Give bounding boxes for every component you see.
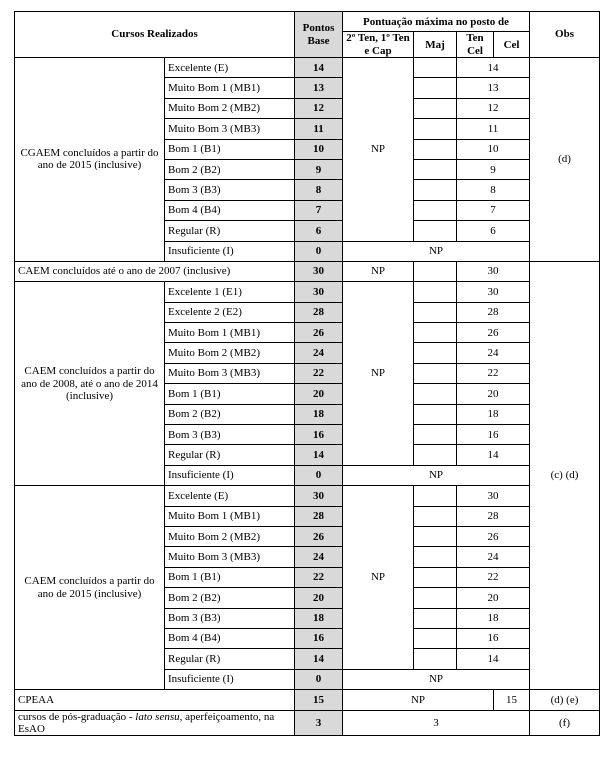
level-label: Muito Bom 2 (MB2)	[165, 343, 295, 363]
empty-maj	[414, 384, 457, 404]
course-name: CAEM concluídos a partir do ano de 2015 (inclusive)	[15, 486, 165, 690]
max-score: 9	[457, 159, 530, 179]
empty-maj	[414, 58, 457, 78]
table-row	[15, 710, 600, 736]
base-points: 0	[295, 241, 343, 261]
base-points: 16	[295, 628, 343, 648]
level-label: Insuficiente (I)	[165, 465, 295, 485]
posgrad-text-b: , aperfeiçoamento, na EsAO	[18, 710, 275, 735]
base-points: 11	[295, 119, 343, 139]
max-score: 24	[457, 547, 530, 567]
header-row	[15, 12, 600, 32]
table-row	[15, 690, 600, 710]
max-score: 28	[457, 302, 530, 322]
header-cursos: Cursos Realizados	[15, 12, 295, 58]
table-row	[15, 486, 600, 506]
empty-maj	[414, 363, 457, 383]
empty-maj	[414, 282, 457, 302]
table-row	[15, 261, 600, 281]
header-cel: Cel	[494, 32, 530, 58]
header-obs: Obs	[530, 12, 600, 58]
base-points: 13	[295, 78, 343, 98]
base-points: 7	[295, 200, 343, 220]
base-points: 16	[295, 425, 343, 445]
level-label: Excelente (E)	[165, 486, 295, 506]
base-points: 30	[295, 282, 343, 302]
level-label: Muito Bom 1 (MB1)	[165, 78, 295, 98]
base-points: 9	[295, 159, 343, 179]
table-row	[15, 58, 600, 78]
level-label: Insuficiente (I)	[165, 241, 295, 261]
base-points: 20	[295, 588, 343, 608]
level-label: Muito Bom 1 (MB1)	[165, 323, 295, 343]
level-label: Bom 1 (B1)	[165, 567, 295, 587]
empty-maj	[414, 486, 457, 506]
obs-cell: (d) (e)	[530, 690, 600, 710]
empty-maj	[414, 649, 457, 669]
empty-maj	[414, 506, 457, 526]
empty-maj	[414, 98, 457, 118]
obs-cell: (c) (d)	[530, 261, 600, 689]
base-points: 20	[295, 384, 343, 404]
base-points: 10	[295, 139, 343, 159]
base-points: 0	[295, 669, 343, 689]
max-score: 22	[457, 567, 530, 587]
level-label: Excelente 1 (E1)	[165, 282, 295, 302]
max-score: 20	[457, 384, 530, 404]
base-points: 24	[295, 343, 343, 363]
level-label: Muito Bom 3 (MB3)	[165, 363, 295, 383]
max-score: 28	[457, 506, 530, 526]
np-cell: NP	[343, 58, 414, 242]
header-pontos-base: Pontos Base	[295, 12, 343, 58]
level-label: Insuficiente (I)	[165, 669, 295, 689]
max-score: 10	[457, 139, 530, 159]
empty-maj	[414, 200, 457, 220]
base-points: 30	[295, 486, 343, 506]
base-points: 6	[295, 221, 343, 241]
level-label: Muito Bom 3 (MB3)	[165, 547, 295, 567]
max-score: 16	[457, 628, 530, 648]
empty-maj	[414, 343, 457, 363]
level-label: Regular (R)	[165, 445, 295, 465]
base-points: 8	[295, 180, 343, 200]
base-points: 22	[295, 363, 343, 383]
posgrad-text-italic: lato sensu	[135, 710, 180, 723]
empty-maj	[414, 425, 457, 445]
level-label: Bom 4 (B4)	[165, 200, 295, 220]
obs-cell: (d)	[530, 58, 600, 262]
max-score: 18	[457, 608, 530, 628]
np-cell: NP	[343, 690, 494, 710]
max-score: 18	[457, 404, 530, 424]
empty-maj	[414, 180, 457, 200]
empty-maj	[414, 261, 457, 281]
level-label: Muito Bom 2 (MB2)	[165, 527, 295, 547]
base-points: 14	[295, 649, 343, 669]
level-label: Regular (R)	[165, 649, 295, 669]
base-points: 26	[295, 527, 343, 547]
base-points: 12	[295, 98, 343, 118]
header-pontuacao: Pontuação máxima no posto de	[343, 12, 530, 32]
max-score: NP	[343, 241, 530, 261]
max-score: 6	[457, 221, 530, 241]
course-name: CAEM concluídos até o ano de 2007 (inclusive)	[15, 261, 295, 281]
empty-maj	[414, 628, 457, 648]
max-score: 7	[457, 200, 530, 220]
base-points: 24	[295, 547, 343, 567]
empty-maj	[414, 139, 457, 159]
level-label: Bom 3 (B3)	[165, 425, 295, 445]
level-label: Bom 2 (B2)	[165, 588, 295, 608]
max-score: 14	[457, 445, 530, 465]
empty-maj	[414, 547, 457, 567]
level-label: Muito Bom 3 (MB3)	[165, 119, 295, 139]
course-name: CPEAA	[15, 690, 295, 710]
max-score: 8	[457, 180, 530, 200]
max-score: 22	[457, 363, 530, 383]
base-points: 14	[295, 445, 343, 465]
scoring-table	[14, 11, 600, 736]
np-cell: NP	[343, 486, 414, 670]
empty-maj	[414, 159, 457, 179]
max-score: NP	[343, 669, 530, 689]
base-points: 18	[295, 608, 343, 628]
level-label: Bom 4 (B4)	[165, 628, 295, 648]
max-score: 26	[457, 527, 530, 547]
empty-maj	[414, 445, 457, 465]
empty-maj	[414, 119, 457, 139]
max-score: 30	[457, 282, 530, 302]
base-points: 15	[295, 690, 343, 710]
header-ten-cel: Ten Cel	[457, 32, 494, 58]
base-points: 22	[295, 567, 343, 587]
max-score: 20	[457, 588, 530, 608]
obs-cell: (f)	[530, 710, 600, 736]
max-score: 30	[457, 486, 530, 506]
base-points: 14	[295, 58, 343, 78]
max-score: 16	[457, 425, 530, 445]
max-score-cel: 15	[494, 690, 530, 710]
level-label: Excelente (E)	[165, 58, 295, 78]
level-label: Excelente 2 (E2)	[165, 302, 295, 322]
max-score: 14	[457, 58, 530, 78]
empty-maj	[414, 302, 457, 322]
max-score: 24	[457, 343, 530, 363]
base-points: 18	[295, 404, 343, 424]
np-cell: NP	[343, 282, 414, 466]
level-label: Bom 2 (B2)	[165, 404, 295, 424]
max-score: NP	[343, 465, 530, 485]
max-score: 14	[457, 649, 530, 669]
base-points: 26	[295, 323, 343, 343]
level-label: Regular (R)	[165, 221, 295, 241]
course-name: CAEM concluídos a partir do ano de 2008, até o ano de 2014 (inclusive)	[15, 282, 165, 486]
empty-maj	[414, 78, 457, 98]
base-points: 3	[295, 710, 343, 736]
table-row	[15, 282, 600, 302]
header-ten-cap: 2º Ten, 1º Ten e Cap	[343, 32, 414, 58]
course-name: CGAEM concluídos a partir do ano de 2015 (inclusive)	[15, 58, 165, 262]
base-points: 0	[295, 465, 343, 485]
empty-maj	[414, 323, 457, 343]
base-points: 28	[295, 302, 343, 322]
max-score: 11	[457, 119, 530, 139]
level-label: Bom 1 (B1)	[165, 139, 295, 159]
max-score: 30	[457, 261, 530, 281]
level-label: Muito Bom 2 (MB2)	[165, 98, 295, 118]
base-points: 30	[295, 261, 343, 281]
header-maj: Maj	[414, 32, 457, 58]
level-label: Bom 3 (B3)	[165, 180, 295, 200]
max-score: 3	[343, 710, 530, 736]
empty-maj	[414, 608, 457, 628]
empty-maj	[414, 221, 457, 241]
max-score: 12	[457, 98, 530, 118]
max-score: 13	[457, 78, 530, 98]
empty-maj	[414, 588, 457, 608]
empty-maj	[414, 527, 457, 547]
max-score: 26	[457, 323, 530, 343]
level-label: Bom 1 (B1)	[165, 384, 295, 404]
level-label: Bom 3 (B3)	[165, 608, 295, 628]
empty-maj	[414, 567, 457, 587]
empty-maj	[414, 404, 457, 424]
base-points: 28	[295, 506, 343, 526]
posgrad-text-a: cursos de pós-graduação -	[18, 710, 136, 723]
level-label: Muito Bom 1 (MB1)	[165, 506, 295, 526]
np-cell: NP	[343, 261, 414, 281]
course-name	[15, 710, 295, 736]
level-label: Bom 2 (B2)	[165, 159, 295, 179]
